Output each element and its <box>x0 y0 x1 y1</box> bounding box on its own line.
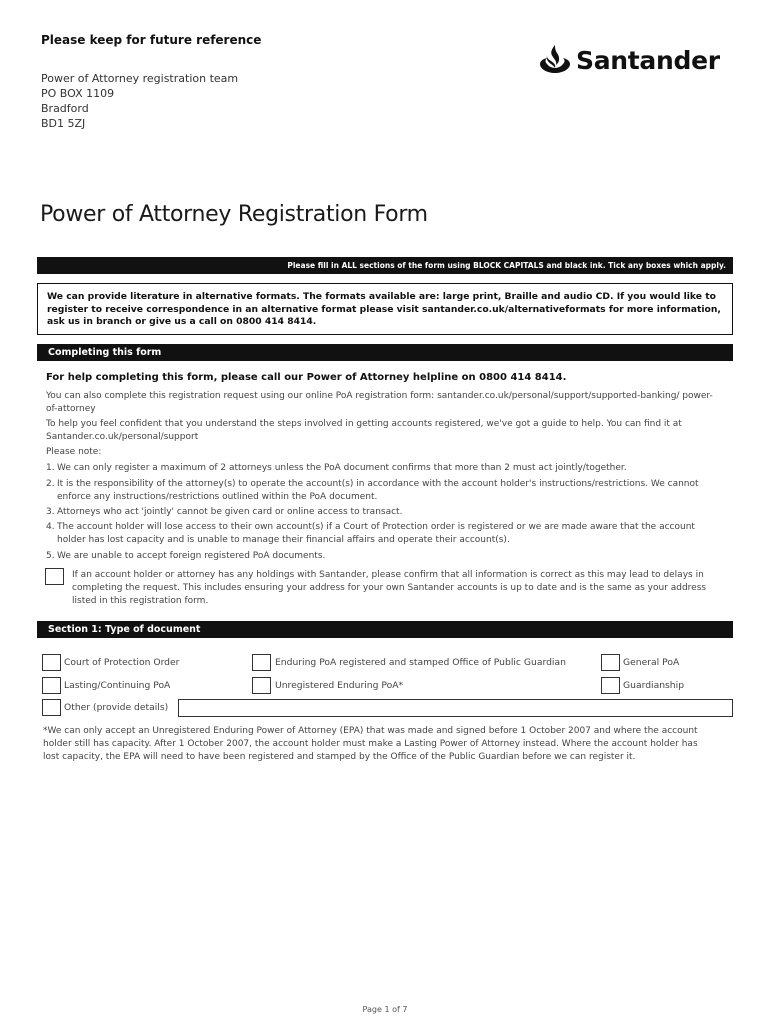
online-form-text: You can also complete this registration request using our online PoA registration form: santander.co.uk/personal/support/supported-banking/ power-of-attorney <box>46 391 713 414</box>
page-number: Page 1 of 7 <box>362 1005 408 1014</box>
note-text-continued: enforce any instructions/restrictions outlined within the PoA document. <box>57 491 378 502</box>
note-text: It is the responsibility of the attorney(s) to operate the account(s) in accordance with the account holder's instructions/restrictions. We cannot <box>57 479 699 489</box>
confirm-information-checkbox[interactable] <box>45 568 64 585</box>
note-text: The account holder will lose access to their own account(s) if a Court of Protection order is registered or we are made aware that the account <box>57 522 695 532</box>
note-number: 4. <box>46 522 55 532</box>
alternative-formats-notice: We can provide literature in alternative formats. The formats available are: large print, Braille and audio CD. If you would like to register to receive correspondence in an alternative format please visit santander.co.uk/alternativeformats for more information, ask us in branch or give us a call on 0800 414 8414. <box>37 283 733 335</box>
note-text: We are unable to accept foreign registered PoA documents. <box>57 551 326 561</box>
keep-reference-note: Please keep for future reference <box>41 33 262 47</box>
please-note-label: Please note: <box>46 447 102 457</box>
instructions-bar: Please fill in ALL sections of the form using BLOCK CAPITALS and black ink. Tick any boxes which apply. <box>37 257 733 274</box>
unregistered-enduring-checkbox[interactable] <box>252 677 271 694</box>
court-of-protection-checkbox[interactable] <box>42 654 61 671</box>
lasting-poa-checkbox[interactable] <box>42 677 61 694</box>
note-item <box>46 462 716 475</box>
enduring-registered-checkbox[interactable] <box>252 654 271 671</box>
general-poa-checkbox[interactable] <box>601 654 620 671</box>
address-line: Bradford <box>41 102 89 115</box>
note-text-continued: holder has lost capacity and is unable to manage their financial affairs and operate their account(s). <box>57 534 510 545</box>
flame-icon <box>538 44 572 76</box>
brand-name: Santander <box>576 45 720 75</box>
note-item <box>46 478 716 503</box>
unregistered-enduring-label: Unregistered Enduring PoA* <box>275 680 404 691</box>
page-title: Power of Attorney Registration Form <box>40 202 428 227</box>
note-number: 2. <box>46 479 55 489</box>
other-document-checkbox[interactable] <box>42 699 61 716</box>
helpline-heading: For help completing this form, please call our Power of Attorney helpline on 0800 414 8414. <box>46 372 567 383</box>
address-line: PO BOX 1109 <box>41 87 115 100</box>
guide-text: To help you feel confident that you understand the steps involved in getting accounts registered, we've got a guide to help. You can find it at Santander.co.uk/personal/support <box>46 419 682 442</box>
lasting-poa-label: Lasting/Continuing PoA <box>64 680 171 691</box>
note-item <box>46 506 716 519</box>
court-of-protection-label: Court of Protection Order <box>64 657 180 668</box>
note-number: 1. <box>46 463 55 473</box>
address-line: Power of Attorney registration team <box>41 72 239 85</box>
section-heading-type-of-document: Section 1: Type of document <box>37 621 733 638</box>
unregistered-epa-footnote: *We can only accept an Unregistered Enduring Power of Attorney (EPA) that was made and signed before 1 October 2007 and where the account holder still has capacity. After 1 October 2007, the account holder must make a Lasting Power of Attorney instead. Where the account holder has lost capacity, the EPA will need to have been registered and stamped by the Office of the Public Guardian before we can register it. <box>43 726 698 762</box>
enduring-registered-label: Enduring PoA registered and stamped Office of Public Guardian <box>275 657 566 668</box>
note-text: We can only register a maximum of 2 attorneys unless the PoA document confirms that more than 2 must act jointly/together. <box>57 463 627 473</box>
return-address <box>41 71 238 131</box>
note-item <box>46 550 716 563</box>
confirm-information-text: If an account holder or attorney has any holdings with Santander, please confirm that all information is correct as this may lead to delays in completing the request. This includes ensuring your address for your own Santander accounts is up to date and is the same as your address listed in this registration form. <box>72 570 707 606</box>
other-details-field[interactable] <box>178 699 733 717</box>
santander-logo <box>538 44 720 76</box>
address-line: BD1 5ZJ <box>41 117 86 130</box>
other-document-label: Other (provide details) <box>64 702 169 713</box>
general-poa-label: General PoA <box>623 657 680 668</box>
note-number: 5. <box>46 551 55 561</box>
note-number: 3. <box>46 507 55 517</box>
guardianship-checkbox[interactable] <box>601 677 620 694</box>
section-heading-completing: Completing this form <box>37 344 733 361</box>
guardianship-label: Guardianship <box>623 680 685 691</box>
note-item <box>46 521 716 546</box>
note-text: Attorneys who act 'jointly' cannot be given card or online access to transact. <box>57 507 403 517</box>
